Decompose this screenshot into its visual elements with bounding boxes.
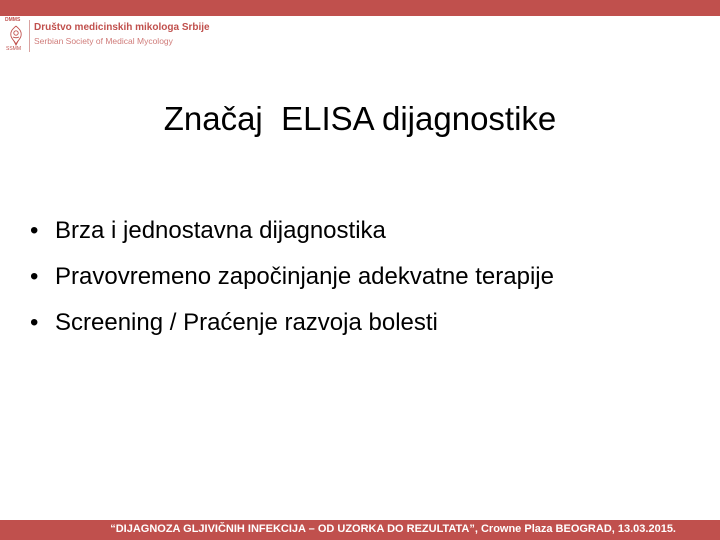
- bullet-text: Brza i jednostavna dijagnostika: [55, 217, 386, 244]
- society-logo: [4, 17, 214, 57]
- logo-divider: [29, 20, 30, 52]
- bullet-text: Screening / Praćenje razvoja bolesti: [55, 309, 438, 336]
- bullet-list: [30, 208, 554, 346]
- footer-text: “DIJAGNOZA GLJIVIČNIH INFEKCIJA – OD UZORKA DO REZULTATA”, Crowne Plaza BEOGRAD, 13.03.2015.: [110, 523, 676, 535]
- footer-bar: [0, 520, 720, 540]
- bullet-item: [30, 300, 554, 346]
- bullet-dot-icon: •: [30, 217, 39, 244]
- bullet-item: [30, 254, 554, 300]
- bullet-item: [30, 208, 554, 254]
- slide-title: Značaj ELISA dijagnostike: [163, 100, 557, 137]
- organization-subtitle: Serbian Society of Medical Mycology: [34, 36, 173, 46]
- top-accent-bar: [0, 0, 720, 16]
- logo-emblem-icon: [4, 17, 28, 55]
- organization-name: Društvo medicinskih mikologa Srbije: [34, 22, 210, 33]
- logo-acronym-top: DMMS: [5, 17, 21, 23]
- bullet-dot-icon: •: [30, 263, 39, 290]
- bullet-dot-icon: •: [30, 309, 39, 336]
- logo-acronym-bottom: SSMM: [6, 46, 21, 52]
- bullet-text: Pravovremeno započinjanje adekvatne terapije: [55, 263, 554, 290]
